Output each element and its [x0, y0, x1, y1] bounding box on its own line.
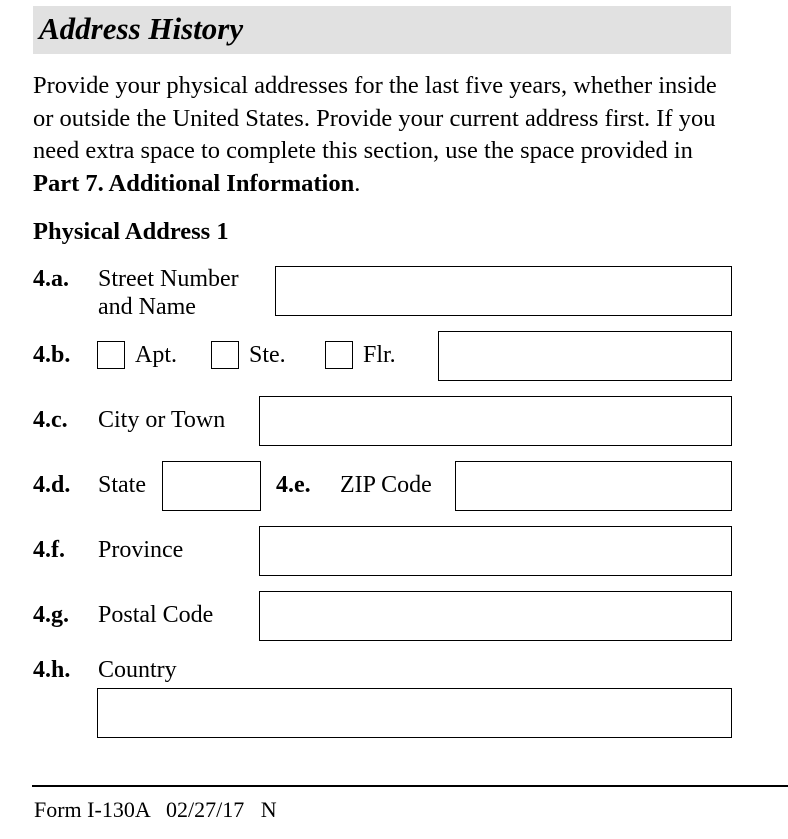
form-footer: [34, 796, 277, 824]
item-number-4c: 4.c.: [33, 407, 68, 433]
item-number-4b: 4.b.: [33, 342, 71, 368]
form-name: Form I-130A: [34, 797, 150, 822]
instructions-text: Provide your physical addresses for the last five years, whether inside or outside the United States. Provide your current address first. If you need extra space to complete this section, use the space provided in: [33, 72, 717, 164]
physical-address-heading: Physical Address 1: [33, 218, 229, 245]
postal-code-input[interactable]: [259, 591, 732, 641]
state-input[interactable]: [162, 461, 261, 511]
street-input[interactable]: [275, 266, 732, 316]
province-input[interactable]: [259, 526, 732, 576]
zip-label: ZIP Code: [340, 472, 432, 498]
ste-checkbox[interactable]: [211, 341, 239, 369]
ste-label: Ste.: [249, 342, 286, 368]
apt-checkbox[interactable]: [97, 341, 125, 369]
item-number-4g: 4.g.: [33, 602, 69, 628]
postal-code-label: Postal Code: [98, 602, 214, 628]
city-input[interactable]: [259, 396, 732, 446]
unit-number-input[interactable]: [438, 331, 732, 381]
section-title: Address History: [39, 11, 244, 46]
country-input[interactable]: [97, 688, 732, 738]
flr-label: Flr.: [363, 342, 396, 368]
instructions-end: .: [354, 169, 361, 197]
city-label: City or Town: [98, 407, 226, 433]
instructions: [33, 70, 738, 200]
form-date: 02/27/17: [166, 797, 245, 822]
instructions-reference: Part 7. Additional Information: [33, 169, 355, 197]
country-label: Country: [98, 657, 177, 683]
apt-label: Apt.: [135, 342, 177, 368]
item-number-4h: 4.h.: [33, 657, 71, 683]
street-label-line1: Street Number: [98, 266, 239, 292]
state-label: State: [98, 472, 146, 498]
footer-rule: [32, 785, 788, 787]
section-header: [33, 6, 731, 54]
item-number-4d: 4.d.: [33, 472, 71, 498]
item-number-4e: 4.e.: [276, 472, 311, 498]
item-number-4a: 4.a.: [33, 266, 69, 292]
flr-checkbox[interactable]: [325, 341, 353, 369]
zip-input[interactable]: [455, 461, 732, 511]
province-label: Province: [98, 537, 184, 563]
street-label-line2: and Name: [98, 294, 196, 320]
form-edition: N: [260, 797, 277, 822]
item-number-4f: 4.f.: [33, 537, 65, 563]
